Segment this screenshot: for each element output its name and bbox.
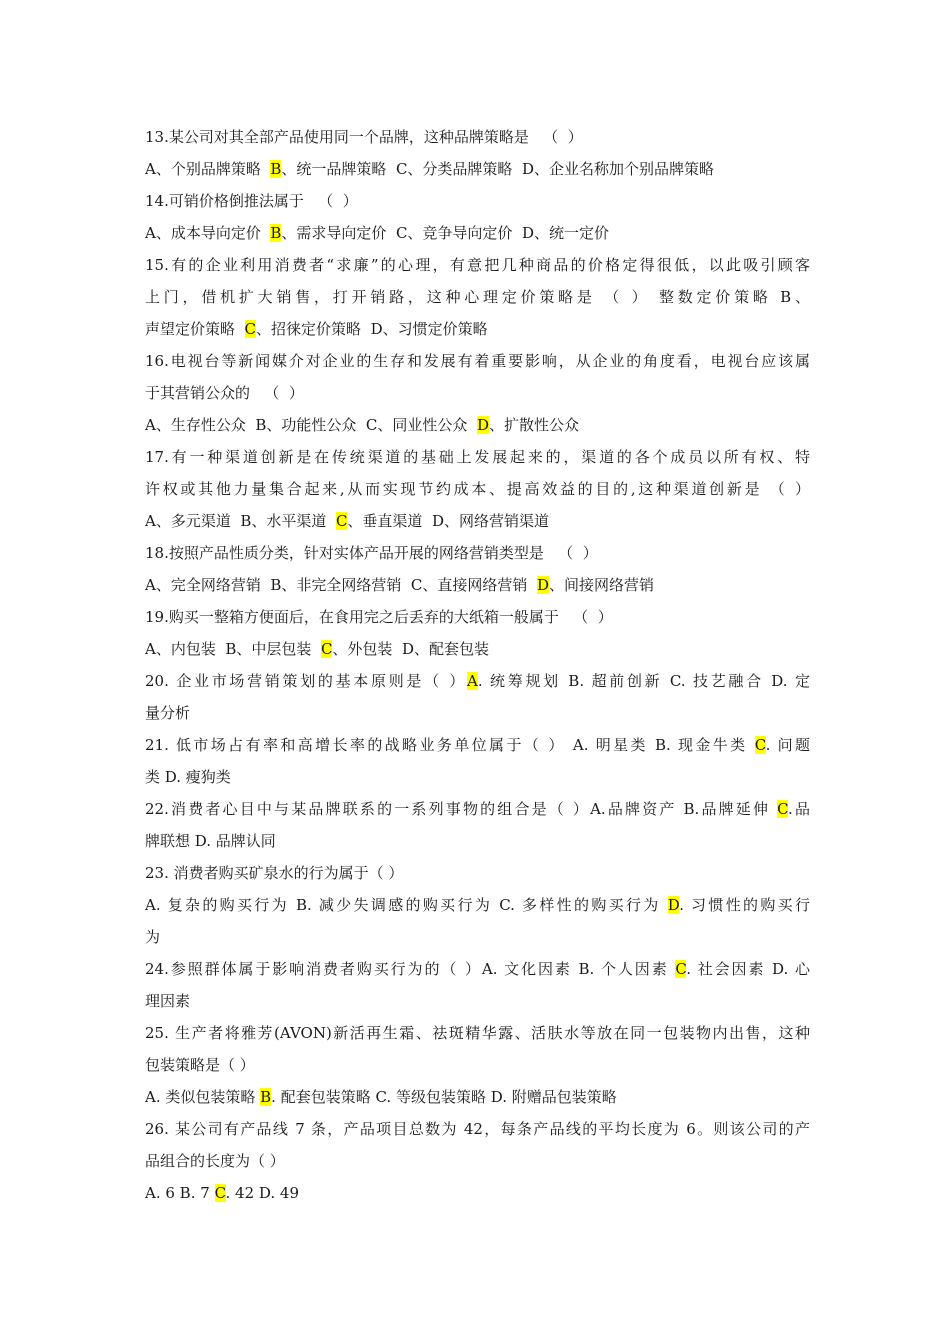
answer-highlight: D — [667, 896, 680, 914]
answer-highlight: B — [260, 1088, 272, 1106]
line-text: A. 类似包装策略 — [145, 1088, 261, 1106]
line-text: 24.参照群体属于影响消费者购买行为的（ ）A. 文化因素 B. 个人因素 — [145, 960, 676, 978]
text-line — [145, 697, 810, 729]
text-line — [145, 409, 810, 441]
line-text: 21. 低市场占有率和高增长率的战略业务单位属于（ ） A. 明星类 B. 现金牛类 — [145, 736, 755, 754]
answer-highlight: B — [270, 160, 282, 178]
line-text: 牌联想 D. 品牌认同 — [145, 832, 276, 850]
line-text: 理因素 — [145, 992, 191, 1010]
line-text: A、完全网络营销 B、非完全网络营销 C、直接网络营销 — [145, 576, 537, 594]
line-text: 包装策略是（ ） — [145, 1056, 255, 1074]
line-text: . 社会因素 D. 心 — [686, 960, 810, 978]
line-text: 17.有一种渠道创新是在传统渠道的基础上发展起来的，渠道的各个成员以所有权、特 — [145, 448, 810, 466]
text-line — [145, 281, 810, 313]
text-line — [145, 761, 810, 793]
answer-highlight: D — [536, 576, 549, 594]
text-line — [145, 1017, 810, 1049]
line-text: 、扩散性公众 — [488, 416, 579, 434]
line-text: . 问题 — [765, 736, 810, 754]
answer-highlight: C — [320, 640, 333, 658]
text-line — [145, 1049, 810, 1081]
text-line — [145, 953, 810, 985]
text-line — [145, 249, 810, 281]
line-text: . 习惯性的购买行 — [679, 896, 810, 914]
text-line — [145, 1145, 810, 1177]
text-line — [145, 473, 810, 505]
line-text: 为 — [145, 928, 161, 946]
line-text: 类 D. 瘦狗类 — [145, 768, 231, 786]
line-text: 、需求导向定价 C、竞争导向定价 D、统一定价 — [281, 224, 609, 242]
line-text: 声望定价策略 — [145, 320, 245, 338]
text-line — [145, 985, 810, 1017]
line-text: 13.某公司对其全部产品使用同一个品牌，这种品牌策略是 （ ） — [145, 128, 583, 146]
line-text: 22.消费者心目中与某品牌联系的一系列事物的组合是（ ）A.品牌资产 B.品牌延伸 — [145, 800, 778, 818]
line-text: 14.可销价格倒推法属于 （ ） — [145, 192, 358, 210]
text-line — [145, 217, 810, 249]
line-text: A、多元渠道 B、水平渠道 — [145, 512, 336, 530]
answer-highlight: D — [476, 416, 489, 434]
line-text: A、成本导向定价 — [145, 224, 271, 242]
text-line — [145, 569, 810, 601]
text-line — [145, 185, 810, 217]
line-text: 15.有的企业利用消费者“求廉”的心理，有意把几种商品的价格定得很低，以此吸引顾客 — [145, 256, 810, 274]
line-text: 许权或其他力量集合起来,从而实现节约成本、提高效益的目的,这种渠道创新是 （ ） — [145, 480, 810, 498]
line-text: . 配套包装策略 C. 等级包装策略 D. 附赠品包装策略 — [271, 1088, 617, 1106]
line-text: . 统筹规划 B. 超前创新 C. 技艺融合 D. 定 — [477, 672, 810, 690]
text-line — [145, 505, 810, 537]
answer-highlight: C — [675, 960, 687, 978]
answer-highlight: B — [270, 224, 282, 242]
line-text: 、间接网络营销 — [548, 576, 654, 594]
text-line — [145, 1177, 810, 1209]
text-line — [145, 857, 810, 889]
line-text: 、垂直渠道 D、网络营销渠道 — [347, 512, 549, 530]
line-text: 16.电视台等新闻媒介对企业的生存和发展有着重要影响，从企业的角度看，电视台应该属 — [145, 352, 810, 370]
text-line — [145, 633, 810, 665]
line-text: .品 — [788, 800, 810, 818]
text-line — [145, 345, 810, 377]
text-line — [145, 441, 810, 473]
line-text: 18.按照产品性质分类，针对实体产品开展的网络营销类型是 （ ） — [145, 544, 598, 562]
answer-highlight: C — [214, 1184, 226, 1202]
line-text: . 42 D. 49 — [225, 1184, 300, 1202]
line-text: A、生存性公众 B、功能性公众 C、同业性公众 — [145, 416, 477, 434]
text-line — [145, 1113, 810, 1145]
text-line — [145, 1081, 810, 1113]
answer-highlight: C — [777, 800, 789, 818]
text-line — [145, 921, 810, 953]
line-text: 、招徕定价策略 D、习惯定价策略 — [256, 320, 488, 338]
line-text: 品组合的长度为（ ） — [145, 1152, 285, 1170]
answer-highlight: C — [244, 320, 257, 338]
text-line — [145, 665, 810, 697]
text-line — [145, 825, 810, 857]
document-body — [145, 121, 810, 1209]
line-text: 量分析 — [145, 704, 191, 722]
text-line — [145, 121, 810, 153]
text-line — [145, 601, 810, 633]
line-text: 上门，借机扩大销售，打开销路，这种心理定价策略是 （ ） 整数定价策略 B、 — [145, 288, 810, 306]
answer-highlight: C — [754, 736, 766, 754]
line-text: 19.购买一整箱方便面后，在食用完之后丢弃的大纸箱一般属于 （ ） — [145, 608, 613, 626]
line-text: 23. 消费者购买矿泉水的行为属于（ ） — [145, 864, 404, 882]
text-line — [145, 153, 810, 185]
line-text: 、统一品牌策略 C、分类品牌策略 D、企业名称加个别品牌策略 — [281, 160, 714, 178]
text-line — [145, 377, 810, 409]
line-text: 于其营销公众的 （ ） — [145, 384, 304, 402]
line-text: 、外包装 D、配套包装 — [332, 640, 489, 658]
line-text: 20. 企业市场营销策划的基本原则是（ ） — [145, 672, 467, 690]
text-line — [145, 729, 810, 761]
answer-highlight: C — [335, 512, 348, 530]
text-line — [145, 889, 810, 921]
text-line — [145, 793, 810, 825]
text-line — [145, 313, 810, 345]
line-text: A. 6 B. 7 — [145, 1184, 215, 1202]
text-line — [145, 537, 810, 569]
answer-highlight: A — [466, 672, 478, 690]
line-text: A、个别品牌策略 — [145, 160, 271, 178]
line-text: 25. 生产者将雅芳(AVON)新活再生霜、祛斑精华露、活肤水等放在同一包装物内出售，这种 — [145, 1024, 810, 1042]
line-text: A、内包装 B、中层包装 — [145, 640, 321, 658]
line-text: 26. 某公司有产品线 7 条，产品项目总数为 42，每条产品线的平均长度为 6。则该公司的产 — [145, 1120, 810, 1138]
line-text: A. 复杂的购买行为 B. 减少失调感的购买行为 C. 多样性的购买行为 — [145, 896, 668, 914]
